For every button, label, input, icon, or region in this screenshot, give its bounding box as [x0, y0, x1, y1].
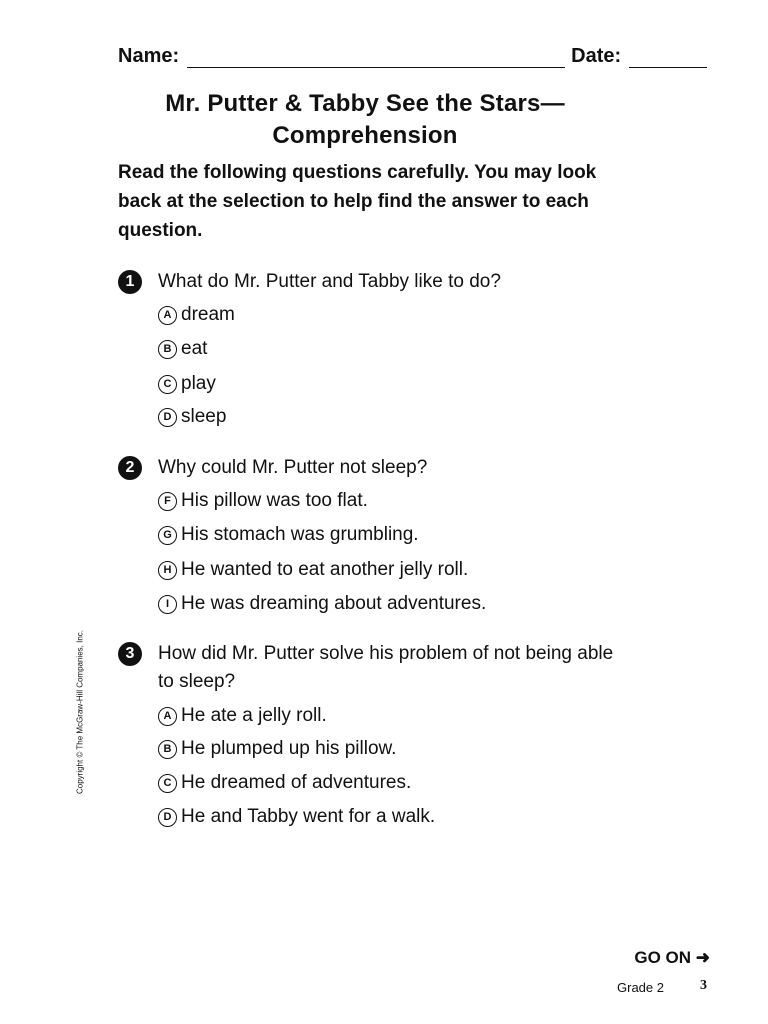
answer-choice[interactable] — [158, 703, 327, 729]
question-text: How did Mr. Putter solve his problem of not being able to sleep? — [158, 643, 614, 692]
answer-bubble[interactable]: G — [158, 526, 177, 545]
choice-text: His pillow was too flat. — [181, 490, 368, 511]
go-on-label: GO ON ➜ — [634, 948, 710, 967]
answer-choice[interactable] — [158, 336, 207, 362]
answer-bubble[interactable]: H — [158, 561, 177, 580]
title-line-1: Mr. Putter & Tabby See the Stars— — [165, 90, 565, 117]
choice-text: He wanted to eat another jelly roll. — [181, 559, 469, 580]
answer-bubble[interactable]: A — [158, 306, 177, 325]
answer-bubble[interactable]: C — [158, 375, 177, 394]
answer-choice[interactable] — [158, 736, 396, 762]
choice-text: dream — [181, 304, 235, 325]
answer-bubble[interactable]: B — [158, 740, 177, 759]
page-title — [0, 88, 730, 152]
answer-choice[interactable] — [158, 591, 486, 617]
question-number-badge: 1 — [118, 270, 142, 294]
choice-text: He ate a jelly roll. — [181, 705, 327, 726]
answer-bubble[interactable]: I — [158, 595, 177, 614]
grade-label: Grade 2 — [617, 980, 664, 995]
name-label: Name: — [118, 45, 180, 67]
choice-text: His stomach was grumbling. — [181, 524, 419, 545]
answer-choice[interactable] — [158, 404, 226, 430]
answer-bubble[interactable]: D — [158, 808, 177, 827]
title-line-2: Comprehension — [272, 122, 458, 149]
instructions: Read the following questions carefully. You may look back at the selection to help find the answer to each question. — [118, 162, 597, 241]
choice-text: play — [181, 373, 216, 394]
question-text: What do Mr. Putter and Tabby like to do? — [158, 271, 501, 292]
answer-bubble[interactable]: D — [158, 408, 177, 427]
answer-bubble[interactable]: C — [158, 774, 177, 793]
answer-choice[interactable] — [158, 557, 468, 583]
question-text: Why could Mr. Putter not sleep? — [158, 457, 428, 478]
answer-bubble[interactable]: A — [158, 707, 177, 726]
answer-choice[interactable] — [158, 488, 368, 514]
name-date-header — [118, 40, 710, 68]
choice-text: He plumped up his pillow. — [181, 738, 397, 759]
answer-bubble[interactable]: B — [158, 340, 177, 359]
answer-choice[interactable] — [158, 371, 216, 397]
choice-text: He and Tabby went for a walk. — [181, 806, 436, 827]
answer-choice[interactable] — [158, 804, 435, 830]
answer-bubble[interactable]: F — [158, 492, 177, 511]
choice-text: He was dreaming about adventures. — [181, 593, 487, 614]
page-number: 3 — [700, 978, 707, 993]
answer-choice[interactable] — [158, 522, 419, 548]
choice-text: He dreamed of adventures. — [181, 772, 412, 793]
question-number-badge: 3 — [118, 642, 142, 666]
name-blank[interactable] — [187, 47, 565, 68]
date-label: Date: — [571, 45, 622, 67]
copyright-notice: Copyright © The McGraw-Hill Companies, Inc. — [75, 629, 85, 795]
choice-text: sleep — [181, 406, 227, 427]
choice-text: eat — [181, 338, 208, 359]
answer-choice[interactable] — [158, 302, 235, 328]
date-blank[interactable] — [629, 47, 707, 68]
answer-choice[interactable] — [158, 770, 411, 796]
question-number-badge: 2 — [118, 456, 142, 480]
